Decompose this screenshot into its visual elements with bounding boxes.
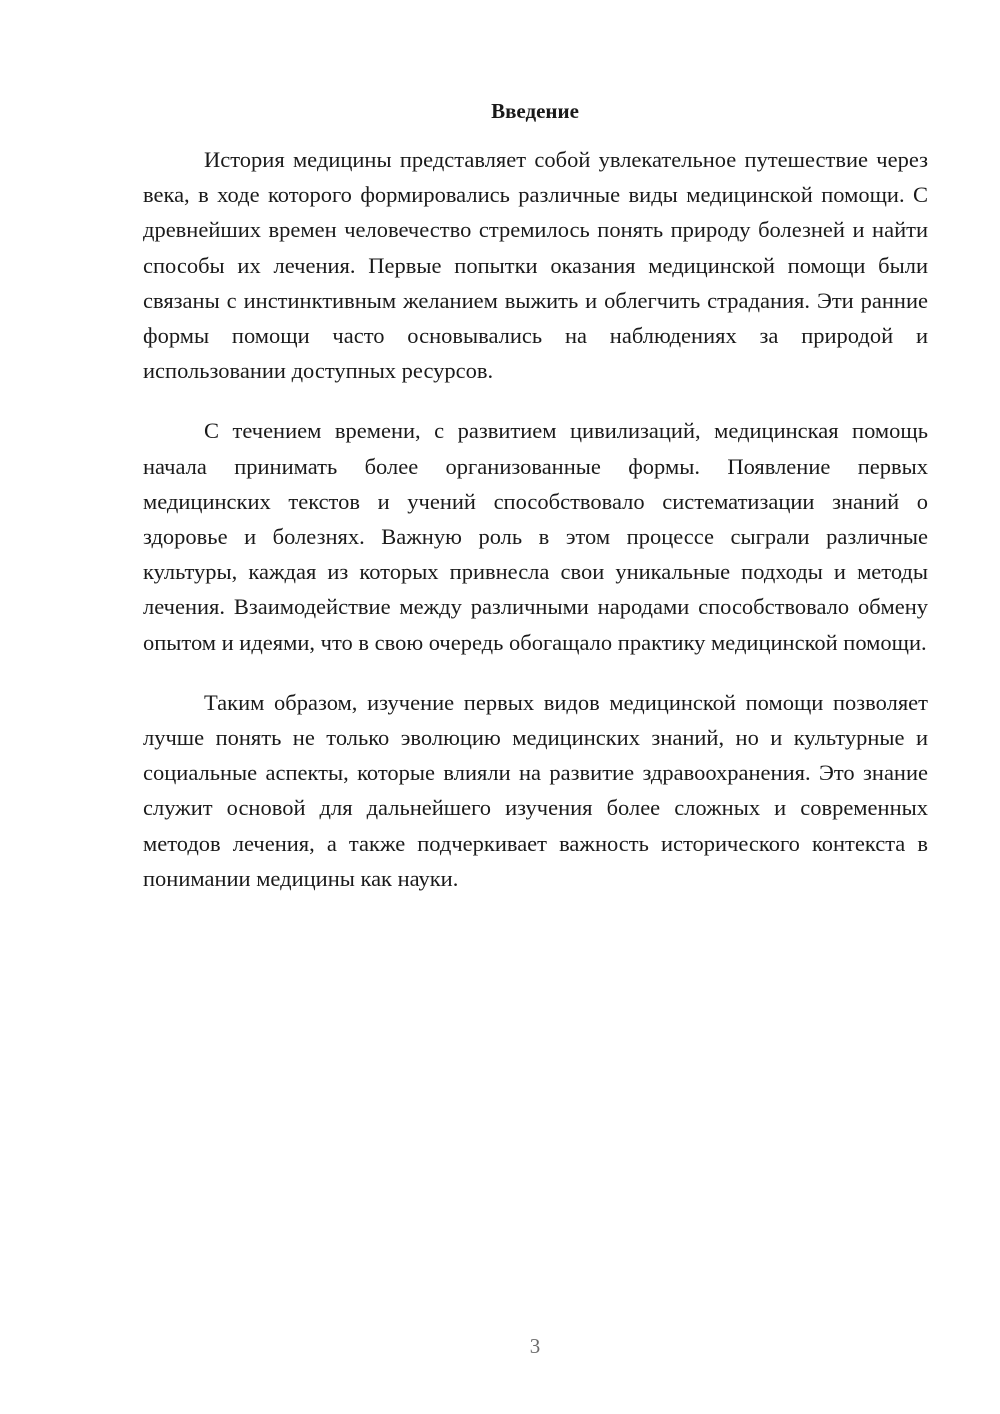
section-title: Введение bbox=[491, 99, 579, 123]
paragraph-2: С течением времени, с развитием цивилизаций, медицинская помощь начала принимать более организованные формы. Появление первых медицинских текстов и учений способствовало систематизации знаний о здоровье и болезнях. Важную роль в этом процессе сыграли различные культуры, каждая из которых привнесла свои уникальные подходы и методы лечения. Взаимодействие между различными народами способствовало обмену опытом и идеями, что в свою очередь обогащало практику медицинской помощи. bbox=[143, 418, 928, 655]
body-text bbox=[143, 142, 928, 921]
paragraph-1: История медицины представляет собой увлекательное путешествие через века, в ходе которого формировались различные виды медицинской помощи. С древнейших времен человечество стремилось понять природу болезней и найти способы их лечения. Первые попытки оказания медицинской помощи были связаны с инстинктивным желанием выжить и облегчить страдания. Эти ранние формы помощи часто основывались на наблюдениях за природой и использовании доступных ресурсов. bbox=[143, 147, 928, 384]
page-number: 3 bbox=[529, 1334, 541, 1358]
paragraph-3: Таким образом, изучение первых видов медицинской помощи позволяет лучше понять не только эволюцию медицинских знаний, но и культурные и социальные аспекты, которые влияли на развитие здравоохранения. Это знание служит основой для дальнейшего изучения более сложных и современных методов лечения, а также подчеркивает важность исторического контекста в понимании медицины как науки. bbox=[143, 689, 928, 891]
